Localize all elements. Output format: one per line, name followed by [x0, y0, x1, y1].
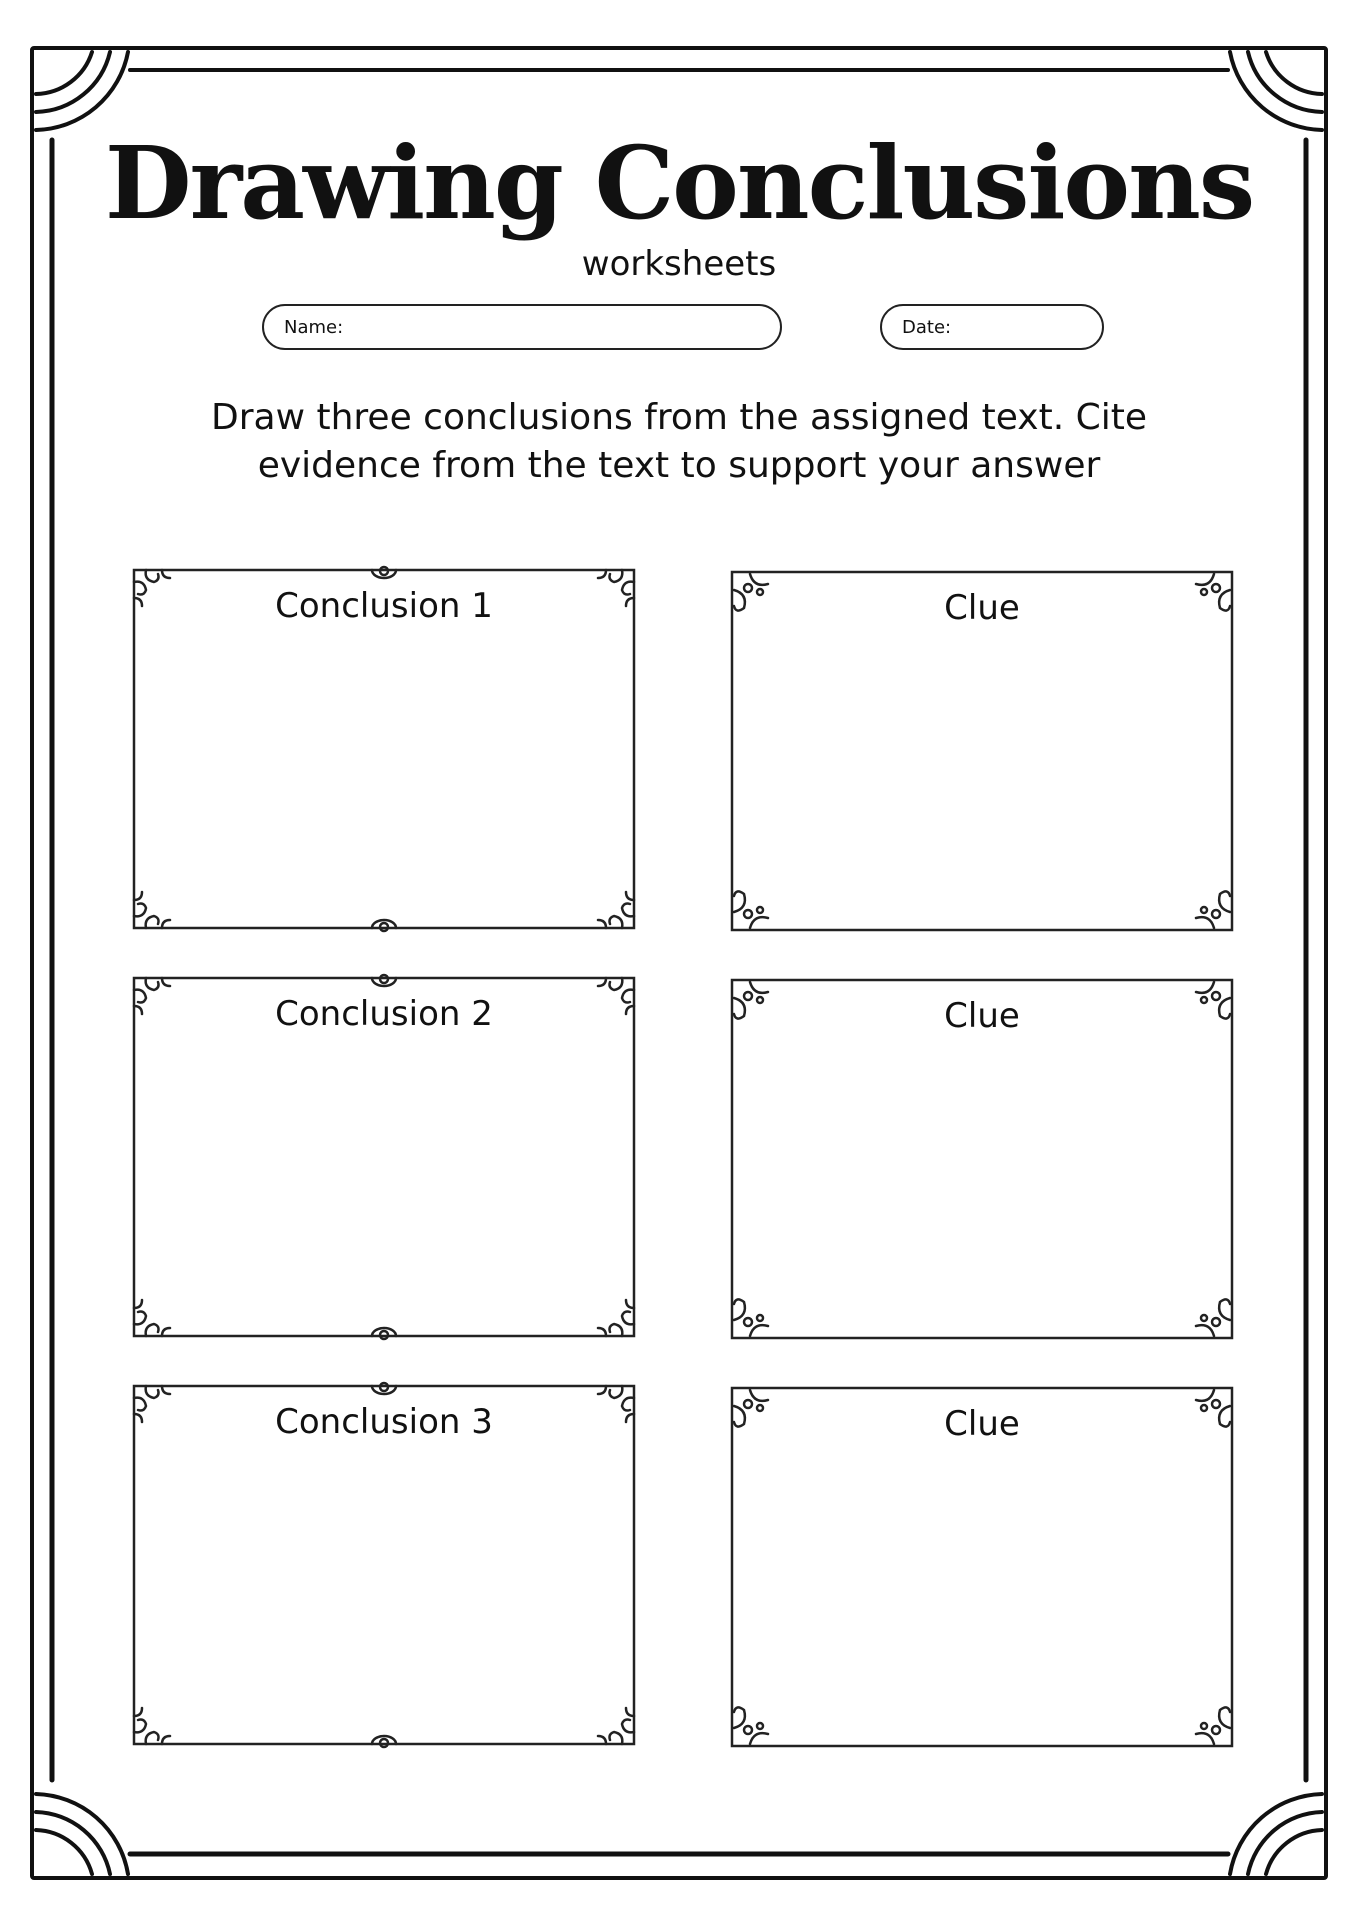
clue-label: Clue: [944, 996, 1020, 1036]
name-field[interactable]: [262, 304, 782, 350]
clue-label: Clue: [944, 1404, 1020, 1444]
date-field[interactable]: [880, 304, 1104, 350]
conclusion-label: Conclusion 2: [275, 994, 493, 1034]
name-field-label: Name:: [284, 316, 344, 338]
answer-area[interactable]: [152, 1454, 616, 1726]
page-title: Drawing Conclusions: [104, 124, 1254, 242]
page-subtitle: worksheets: [581, 244, 777, 284]
answer-area[interactable]: [750, 1048, 1214, 1320]
clue-box-2[interactable]: [730, 978, 1234, 1340]
date-field-label: Date:: [902, 316, 952, 338]
conclusion-box-1[interactable]: [132, 568, 636, 930]
answer-area[interactable]: [152, 1046, 616, 1318]
conclusion-box-2[interactable]: [132, 976, 636, 1338]
clue-label: Clue: [944, 588, 1020, 628]
answer-area[interactable]: [750, 1456, 1214, 1728]
instructions-text: Draw three conclusions from the assigned text. Cite evidence from the text to support your answer: [211, 397, 1147, 486]
clue-box-3[interactable]: [730, 1386, 1234, 1748]
clue-box-1[interactable]: [730, 570, 1234, 932]
conclusion-box-3[interactable]: [132, 1384, 636, 1746]
conclusion-label: Conclusion 1: [275, 586, 493, 626]
answer-area[interactable]: [750, 640, 1214, 912]
conclusion-label: Conclusion 3: [275, 1402, 493, 1442]
answer-area[interactable]: [152, 638, 616, 910]
